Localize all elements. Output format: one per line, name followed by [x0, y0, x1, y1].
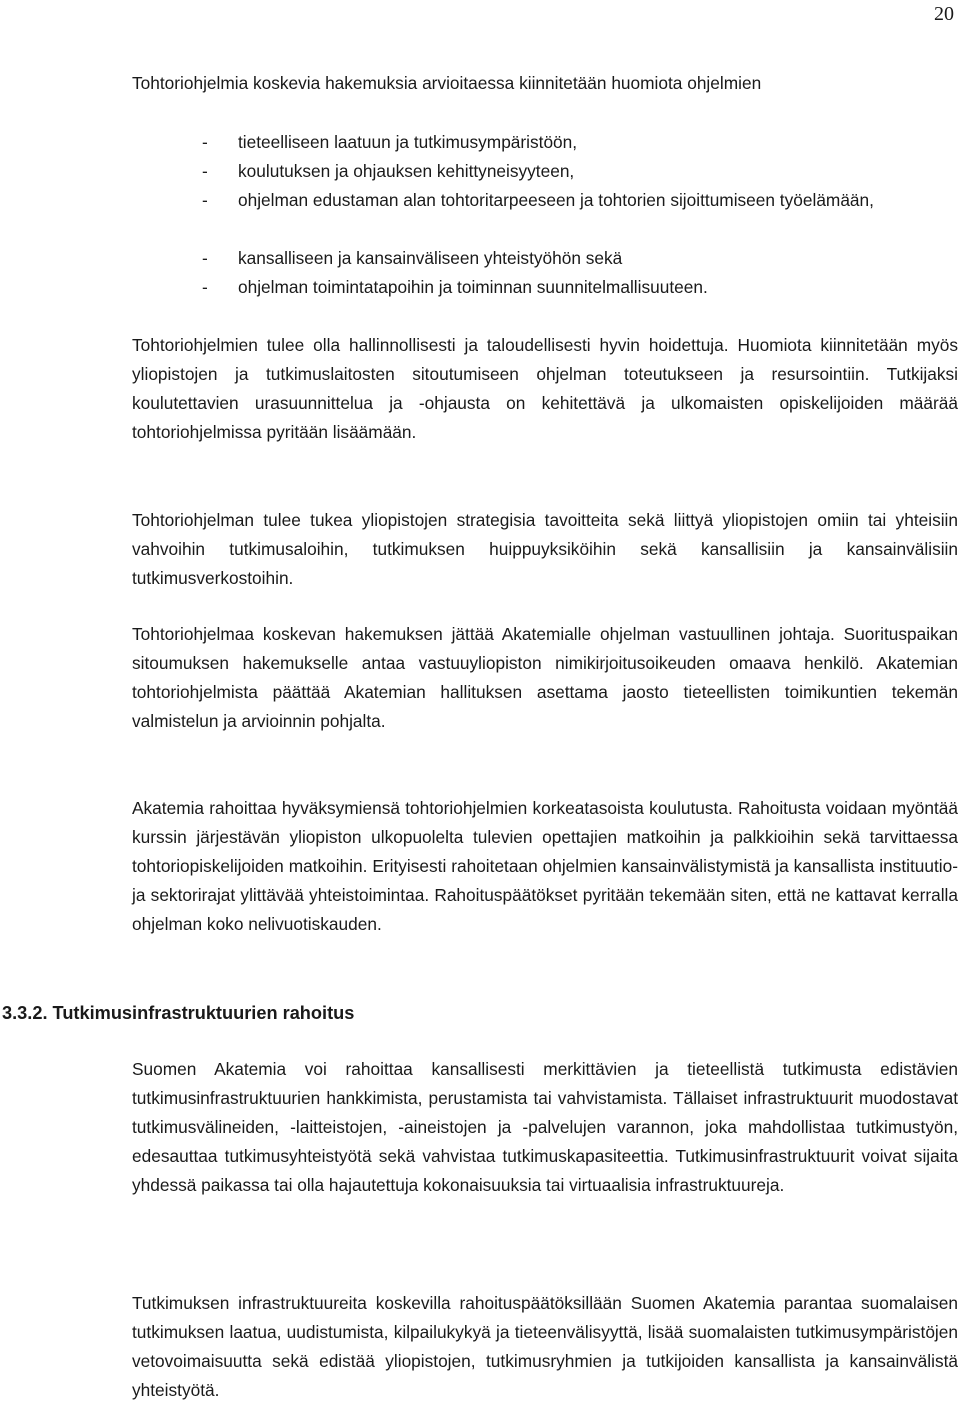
paragraph-text: Tutkimuksen infrastruktuureita koskevilla rahoituspäätöksillään Suomen Akatemia parantaa suomalaisen tutkimuksen laatua, uudistumista, kilpailukykyä ja tieteenvälisyyttä, lisää suomalaisten tutkimusympäristöjen vetovoimaisuutta sekä edistää yliopistojen, tutkimusryhmien ja tutkijoiden kansallista ja kansainvälistä yhteistyötä.	[132, 1293, 958, 1400]
paragraph-text: Tohtoriohjelmaa koskevan hakemuksen jättää Akatemialle ohjelman vastuullinen johtaja. Suorituspaikan sitoumuksen hakemukselle antaa vastuuyliopiston nimikirjoitusoikeuden omaava henkilö. Akatemian tohtoriohjelmista päättää Akatemian hallituksen asettama jaosto tieteellisten toimikuntien tekemän valmistelun ja arvioinnin pohjalta.	[132, 624, 958, 731]
list-item	[200, 244, 958, 273]
list-item	[200, 273, 958, 302]
list-item-text: tieteelliseen laatuun ja tutkimusympäristöön,	[238, 132, 578, 152]
list-bullet: -	[202, 190, 208, 210]
paragraph-infrastructure-decisions	[132, 1289, 958, 1405]
list-item-text: ohjelman toimintatapoihin ja toiminnan suunnitelmallisuuteen.	[238, 277, 708, 297]
evaluation-criteria-list	[200, 128, 958, 302]
list-bullet: -	[202, 277, 208, 297]
list-item	[200, 128, 958, 157]
list-bullet: -	[202, 161, 208, 181]
section-heading: 3.3.2. Tutkimusinfrastruktuurien rahoitus	[2, 1003, 355, 1023]
list-item-text: ohjelman edustaman alan tohtoritarpeeseen ja tohtorien sijoittumiseen työelämään,	[238, 190, 874, 210]
page-number: 20	[934, 3, 954, 25]
paragraph-text: Tohtoriohjelmien tulee olla hallinnollisesti ja taloudellisesti hyvin hoidettuja. Huomiota kiinnitetään myös yliopistojen ja tutkimuslaitosten sitoutumiseen ohjelman toteutukseen ja resursointiin. Tutkijaksi koulutettavien urasuunnittelua ja -ohjausta on kehitettävä ja ulkomaisten opiskelijoiden määrää tohtoriohjelmissa pyritään lisäämään.	[132, 335, 958, 442]
list-item	[200, 157, 958, 186]
paragraph-funding	[132, 794, 958, 939]
paragraph-administration	[132, 331, 958, 447]
list-bullet: -	[202, 132, 208, 152]
paragraph-text: Akatemia rahoittaa hyväksymiensä tohtoriohjelmien korkeatasoista koulutusta. Rahoitusta voidaan myöntää kurssin järjestävän yliopiston ulkopuolelta tulevien opettajien matkoihin ja palkkioihin sekä tarvittaessa tohtoriopiskelijoiden matkoihin. Erityisesti rahoitetaan ohjelmien kansainvälistymistä ja kansallista instituutio- ja sektorirajat ylittävää yhteistoimintaa. Rahoituspäätökset pyritään tekemään siten, että ne kattavat kerralla ohjelman koko nelivuotiskauden.	[132, 798, 958, 934]
paragraph-text: Tohtoriohjelman tulee tukea yliopistojen strategisia tavoitteita sekä liittyä yliopistojen omiin tai yhteisiin vahvoihin tutkimusaloihin, tutkimuksen huippuyksiköihin sekä kansallisiin ja kansainvälisiin tutkimusverkostoihin.	[132, 510, 958, 588]
paragraph-infrastructure	[132, 1055, 958, 1200]
list-item-text: koulutuksen ja ohjauksen kehittyneisyyteen,	[238, 161, 575, 181]
paragraph-text: Suomen Akatemia voi rahoittaa kansallisesti merkittävien ja tieteellistä tutkimusta edistävien tutkimusinfrastruktuurien hankkimista, perustamista tai vahvistamista. Tällaiset infrastruktuurit muodostavat tutkimusvälineiden, -laitteistojen, -aineistojen ja -palvelujen varannon, joka mahdollistaa tutkimustyön, edesauttaa tutkimusyhteistyötä sekä vahvistaa tutkimuskapasiteettia. Tutkimusinfrastruktuurit voivat sijaita yhdessä paikassa tai olla hajautettuja kokonaisuuksia tai virtuaalisia infrastruktuureja.	[132, 1059, 958, 1195]
list-item	[200, 186, 958, 244]
intro-sentence: Tohtoriohjelmia koskevia hakemuksia arvioitaessa kiinnitetään huomiota ohjelmien	[132, 73, 762, 93]
list-item-text: kansalliseen ja kansainväliseen yhteistyöhön sekä	[238, 248, 623, 268]
paragraph-strategy	[132, 506, 958, 593]
list-bullet: -	[202, 248, 208, 268]
paragraph-application	[132, 620, 958, 736]
